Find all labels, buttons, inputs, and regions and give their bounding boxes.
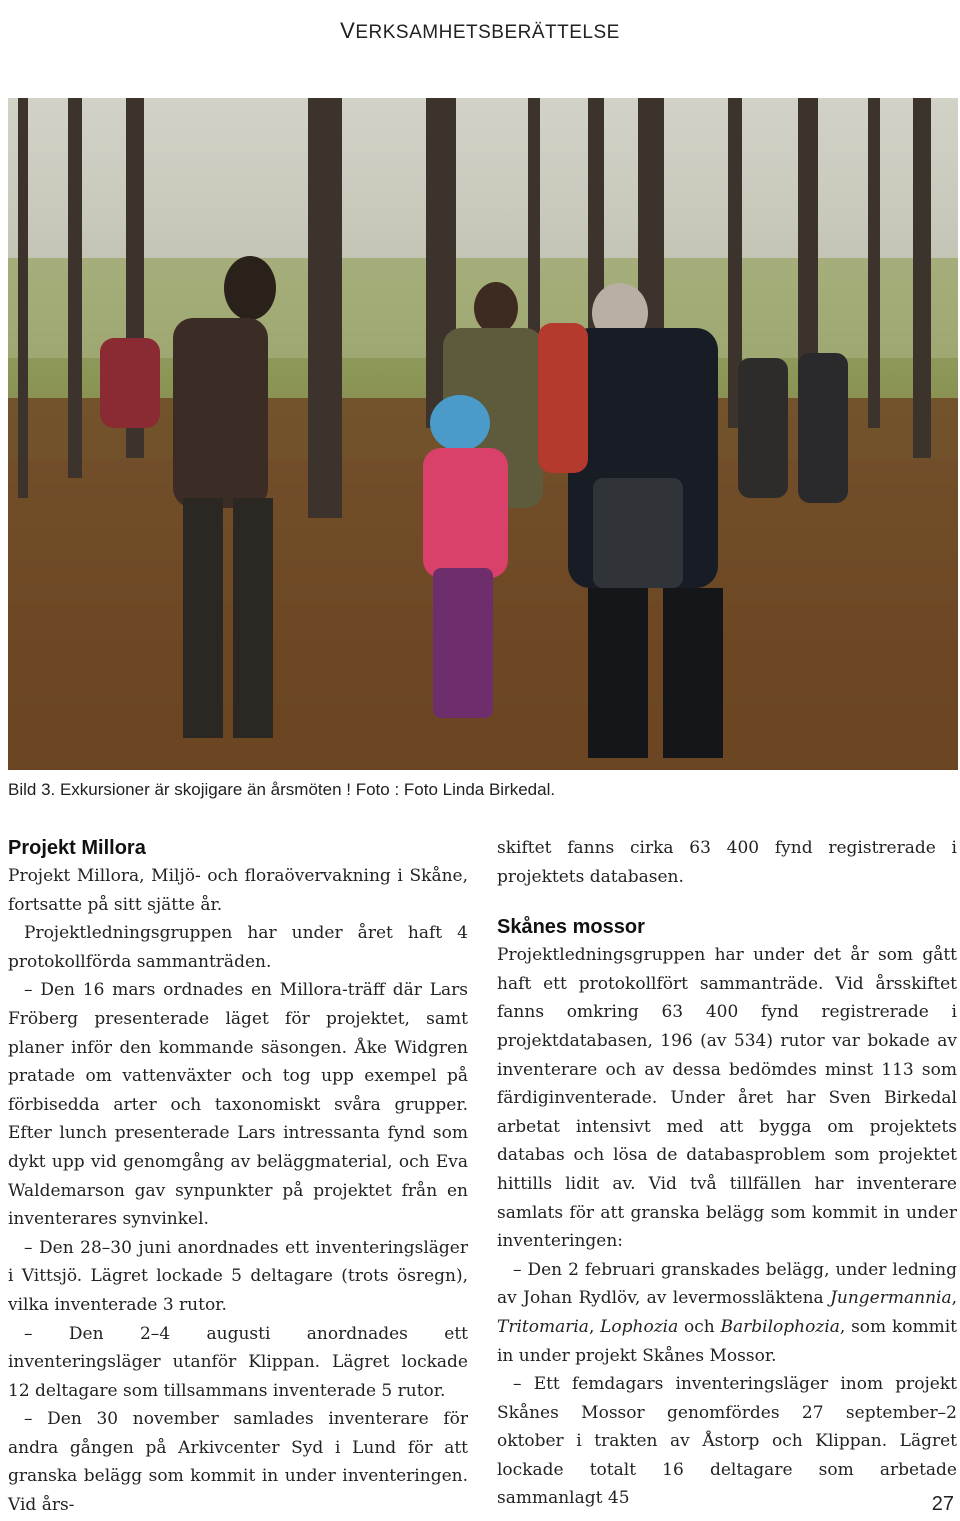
photo-caption: Bild 3. Exkursioner är skojigare än årsmöten ! Foto : Foto Linda Birkedal. <box>8 780 556 799</box>
running-header: VERKSAMHETSBERÄTTELSE <box>340 18 620 43</box>
paragraph: skiftet fanns cirka 63 400 fynd registrerade i projektets databasen. <box>497 838 957 887</box>
paragraph: Projekt Millora, Miljö- och floraövervakning i Skåne, fortsatte på sitt sjätte år. <box>8 866 468 915</box>
forest-scene-illustration <box>8 98 958 770</box>
excursion-photo <box>8 98 958 770</box>
section-heading-projekt-millora: Projekt Millora <box>8 837 146 859</box>
page-number: 27 <box>931 1493 954 1515</box>
paragraph: Projektledningsgruppen har under året haft 4 protokollförda sammanträden. <box>8 923 468 972</box>
paragraph: – Den 2–4 augusti anordnades ett inventeringsläger utanför Klippan. Lägret lockade 12 deltagare som tillsammans inventerade 5 rutor. <box>8 1323 468 1401</box>
paragraph: Projektledningsgruppen har under det år som gått haft ett protokollfört sammanträde. Vid årsskiftet fanns omkring 63 400 fynd registrerade i projektdatabasen, 196 (av 534) rutor var bokade av inventerare och av dessa bedömdes minst 113 som färdiginventerade. Under året har Sven Birkedal arbetat intensivt med att bygga om projektets databas och lösa de databasproblem som projektet hittills lidit av. Vid två tillfällen har inventerare samlats för att granska belägg som kommit in under inventeringen: <box>497 945 957 1252</box>
paragraph: – Ett femdagars inventeringsläger inom projekt Skånes Mossor genomfördes 27 september–2 oktober i trakten av Åstorp och Klippan. Lägret lockade totalt 16 deltagare som arbetade sammanlagt 45 <box>497 1374 957 1509</box>
right-column <box>497 834 957 1513</box>
section-heading-skanes-mossor: Skånes mossor <box>497 916 645 939</box>
paragraph: – Den 2 februari granskades belägg, under ledning av Johan Rydlöv, av levermossläktena Jungermannia, Tritomaria, Lophozia och Barbilophozia, som kommit in under projekt Skånes Mossor. <box>497 1259 957 1366</box>
paragraph: – Den 16 mars ordnades en Millora-träff där Lars Fröberg presenterade läget för projektet, samt planer inför den kommande säsongen. Åke Widgren pratade om vattenväxter och tog upp exempel på förbisedda arter och taxonomiskt svåra grupper. Efter lunch presenterade Lars intressanta fynd som dykt upp vid genomgång av beläggmaterial, och Eva Waldemarson gav synpunkter på projektet från en inventerares synvinkel. <box>8 980 468 1230</box>
paragraph: – Den 30 november samlades inventerare för andra gången på Arkivcenter Syd i Lund för att granska belägg som kommit in under inventeringen. Vid års- <box>8 1409 468 1516</box>
left-column <box>8 834 468 1520</box>
paragraph: – Den 28–30 juni anordnades ett inventeringsläger i Vittsjö. Lägret lockade 5 deltagare (trots ösregn), vilka inventerade 3 rutor. <box>8 1237 468 1315</box>
